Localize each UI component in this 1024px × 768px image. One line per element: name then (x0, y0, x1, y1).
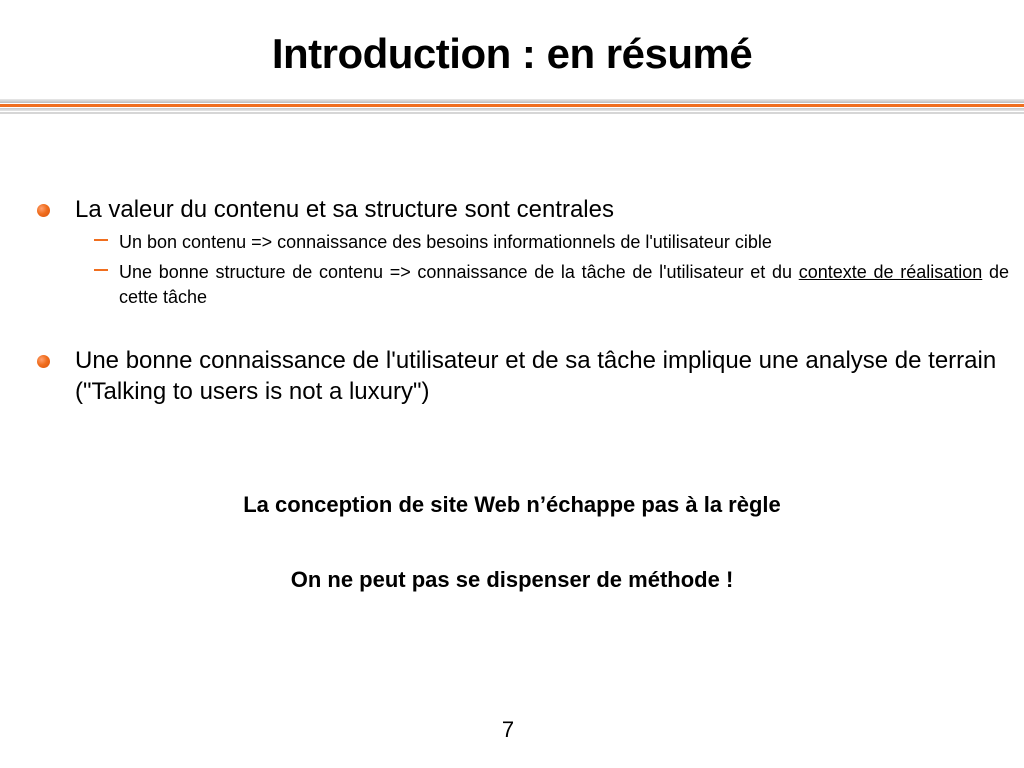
bullet-text-2: Une bonne connaissance de l'utilisateur et de sa tâche implique une analyse de terrain ("Talking to users is not a luxury") (75, 347, 997, 405)
slide-title: Introduction : en résumé (271, 30, 753, 77)
page-number: 7 (501, 717, 515, 742)
sub-bullet-text-1: Un bon contenu => connaissance des besoins informationnels de l'utilisateur cible (119, 232, 772, 252)
bullet-text-1: La valeur du contenu et sa structure sont centrales (75, 196, 614, 223)
title-divider-gray-middle (0, 108, 1024, 111)
emphasis-line-1: La conception de site Web n’échappe pas à la règle (243, 492, 781, 517)
emphasis-line-2: On ne peut pas se dispenser de méthode ! (290, 567, 734, 592)
title-divider-gray-top (0, 99, 1024, 103)
sub-bullet-dash-icon (94, 269, 108, 271)
underlined-term: contexte de réalisation (798, 262, 983, 282)
bullet-dot-icon (37, 355, 50, 368)
bullet-dot-icon (37, 204, 50, 217)
sub-bullet-text-2-start: Une bonne structure de contenu => connaissance de la tâche de l'utilisateur et du (119, 262, 799, 282)
sub-bullet-dash-icon (94, 239, 108, 241)
title-divider-gray-bottom (0, 112, 1024, 114)
sub-bullet-text-2-end: de cette tâche (119, 262, 1009, 307)
sub-bullet-text-2 (119, 260, 1009, 310)
title-divider-orange (0, 104, 1024, 107)
